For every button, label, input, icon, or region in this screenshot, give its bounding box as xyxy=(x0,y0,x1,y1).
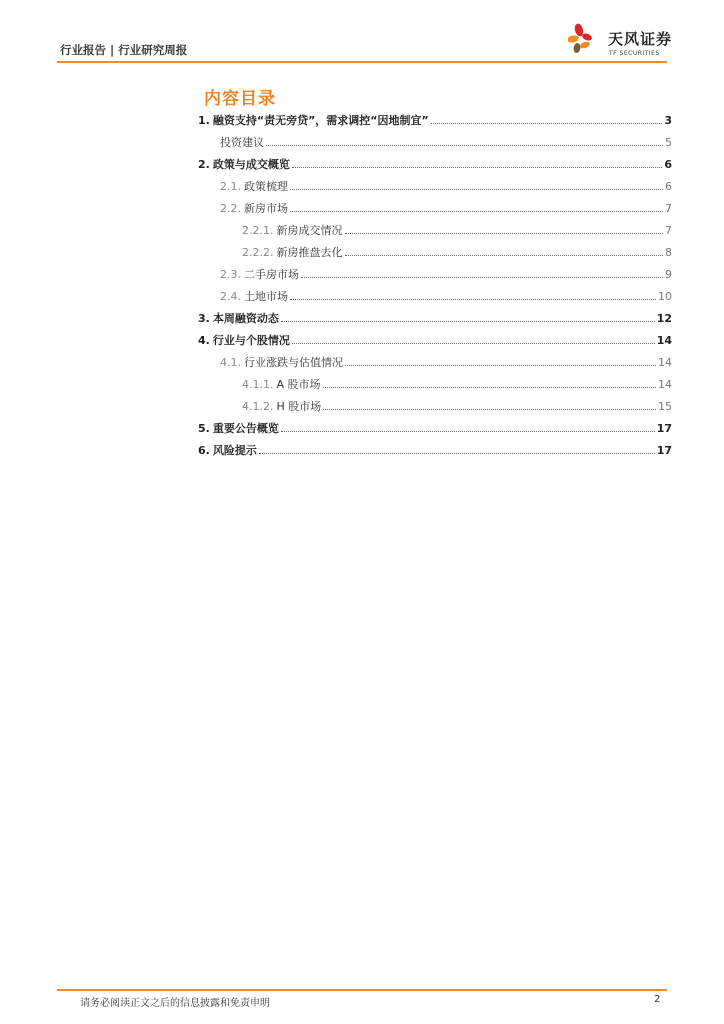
footer-disclaimer: 请务必阅读正文之后的信息披露和免责申明 xyxy=(80,998,270,1009)
toc-entry[interactable] xyxy=(242,376,672,392)
toc-entry-page: 14 xyxy=(656,334,672,347)
toc-leader-dots xyxy=(323,386,656,388)
toc-entry[interactable] xyxy=(220,178,672,194)
toc-entry-title: 二手房市场 xyxy=(244,268,299,281)
toc-entry-number: 2. xyxy=(198,158,210,171)
toc-entry[interactable] xyxy=(220,266,672,282)
toc-leader-dots xyxy=(345,364,656,366)
toc-entry[interactable] xyxy=(198,310,672,326)
brand-logo xyxy=(568,22,678,62)
flower-logo-icon xyxy=(568,22,608,62)
header-divider xyxy=(57,61,667,63)
toc-entry-page: 9 xyxy=(665,268,672,281)
toc-entry-page: 12 xyxy=(656,312,672,325)
toc-entry-number: 4.1.1. xyxy=(242,378,274,391)
toc-entry[interactable] xyxy=(198,156,672,172)
toc-leader-dots xyxy=(290,188,663,190)
toc-entry-number: 3. xyxy=(198,312,210,325)
toc-entry-title: 风险提示 xyxy=(212,444,257,457)
toc-leader-dots xyxy=(292,342,655,344)
toc-leader-dots xyxy=(323,408,656,410)
toc-entry[interactable] xyxy=(198,112,672,128)
toc-entry-title: 重要公告概览 xyxy=(212,422,279,435)
toc-entry-number: 4.1.2. xyxy=(242,400,274,413)
toc-entry-title: 新房成交情况 xyxy=(276,224,343,237)
toc-leader-dots xyxy=(266,144,663,146)
toc-entry-number: 2.2.1. xyxy=(242,224,274,237)
brand-name: 天风证券 xyxy=(608,30,673,48)
toc-entry[interactable] xyxy=(198,420,672,436)
toc-entry-number: 2.2. xyxy=(220,202,241,215)
toc-entry-page: 7 xyxy=(665,202,672,215)
toc-entry[interactable] xyxy=(198,332,672,348)
toc-entry-title: 投资建议 xyxy=(220,136,264,149)
toc-leader-dots xyxy=(301,276,663,278)
toc-entry-number: 2.3. xyxy=(220,268,241,281)
toc-entry-title: 行业涨跌与估值情况 xyxy=(244,356,343,369)
toc-entry[interactable] xyxy=(220,200,672,216)
footer-divider xyxy=(57,989,667,991)
toc-entry-number: 5. xyxy=(198,422,210,435)
toc-leader-dots xyxy=(290,210,663,212)
toc-leader-dots xyxy=(431,122,663,124)
toc-leader-dots xyxy=(259,452,655,454)
toc-entry-page: 5 xyxy=(665,136,672,149)
toc-entry-number: 6. xyxy=(198,444,210,457)
toc-entry[interactable] xyxy=(242,222,672,238)
toc-entry[interactable] xyxy=(220,134,672,150)
toc-title: 内容目录 xyxy=(204,89,276,109)
toc-entry-page: 8 xyxy=(665,246,672,259)
toc-entry-title: 政策与成交概览 xyxy=(212,158,290,171)
toc-entry-page: 7 xyxy=(665,224,672,237)
toc-entry-number: 2.4. xyxy=(220,290,241,303)
toc-entry-number: 2.2.2. xyxy=(242,246,274,259)
toc-entry-title: H 股市场 xyxy=(276,400,322,413)
toc-leader-dots xyxy=(292,166,663,168)
toc-entry-title: 新房推盘去化 xyxy=(276,246,343,259)
toc-entry[interactable] xyxy=(220,354,672,370)
page-number: 2 xyxy=(654,994,661,1005)
toc-leader-dots xyxy=(281,320,655,322)
toc-entry-number: 4.1. xyxy=(220,356,241,369)
brand-subtitle: TF SECURITIES xyxy=(609,50,660,57)
toc-entry[interactable] xyxy=(220,288,672,304)
report-type-label: 行业报告 | 行业研究周报 xyxy=(60,43,188,57)
toc-entry-title: A 股市场 xyxy=(276,378,321,391)
toc-entry-page: 6 xyxy=(664,158,672,171)
toc-entry-title: 本周融资动态 xyxy=(212,312,279,325)
toc-entry-title: 新房市场 xyxy=(244,202,288,215)
toc-entry-page: 14 xyxy=(658,356,672,369)
toc-entry-page: 14 xyxy=(658,378,672,391)
toc-entry-page: 10 xyxy=(658,290,672,303)
toc-entry-number: 1. xyxy=(198,114,210,127)
toc-entry-number: 2.1. xyxy=(220,180,241,193)
toc-entry-title: 政策梳理 xyxy=(244,180,288,193)
toc-entry-number: 4. xyxy=(198,334,210,347)
toc-entry-page: 6 xyxy=(665,180,672,193)
toc-entry-page: 17 xyxy=(656,444,672,457)
toc-entry[interactable] xyxy=(242,398,672,414)
toc-entry-title: 融资支持“责无旁贷”，需求调控“因地制宜” xyxy=(212,114,429,127)
toc-entry-title: 土地市场 xyxy=(244,290,288,303)
toc-leader-dots xyxy=(281,430,655,432)
toc-entry[interactable] xyxy=(198,442,672,458)
toc-leader-dots xyxy=(290,298,656,300)
toc-leader-dots xyxy=(345,254,664,256)
toc-entry-title: 行业与个股情况 xyxy=(212,334,290,347)
toc-leader-dots xyxy=(345,232,664,234)
toc-entry-page: 17 xyxy=(656,422,672,435)
toc-entry-page: 3 xyxy=(664,114,672,127)
toc-entry-page: 15 xyxy=(658,400,672,413)
toc-entry[interactable] xyxy=(242,244,672,260)
